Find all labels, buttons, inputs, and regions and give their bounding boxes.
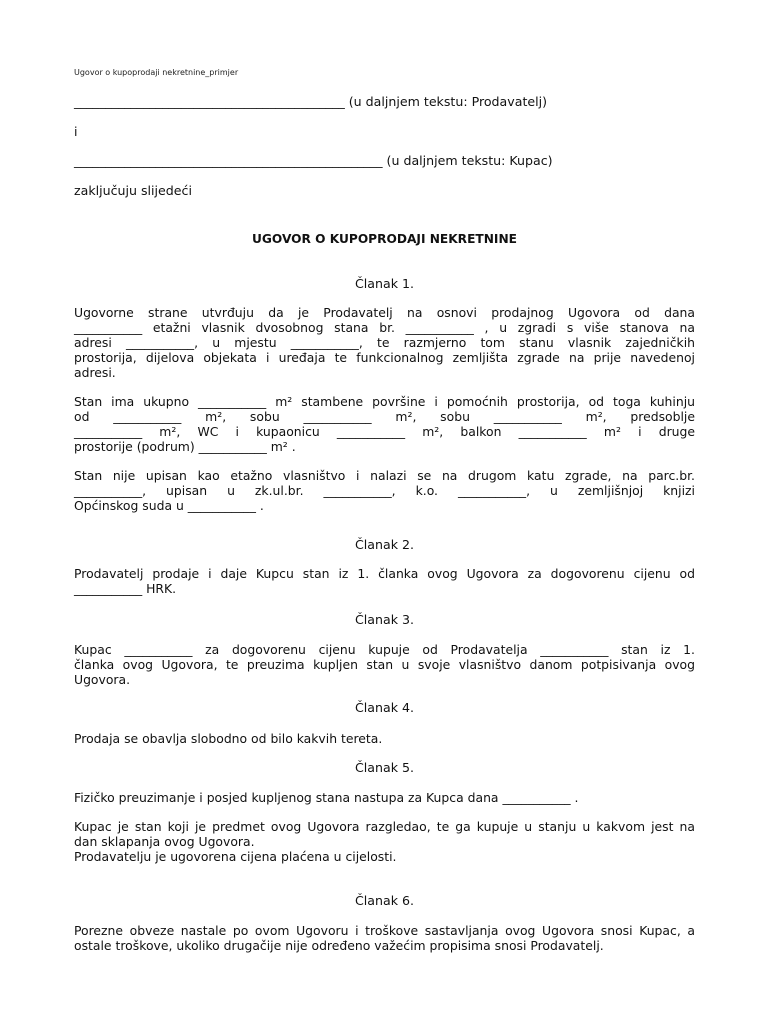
text-line: Prodavatelju je ugovorena cijena plaćena u cijelosti. <box>74 849 397 864</box>
text-line: članka ovog Ugovora, te preuzima kupljen stan u svoje vlasništvo danom potpisivanja ovog <box>74 657 695 672</box>
document-header-label: Ugovor o kupoprodaji nekretnine_primjer <box>74 68 239 77</box>
buyer-line: _________________________________________________ (u daljnjem tekstu: Kupac) <box>74 153 553 168</box>
text-line: ___________ etažni vlasnik dvosobnog stana br. ___________ , u zgradi s više stanova na <box>74 320 695 335</box>
text-line: Kupac ___________ za dogovorenu cijenu kupuje od Prodavatelja ___________ stan iz 1. <box>74 642 695 657</box>
text-line: Prodaja se obavlja slobodno od bilo kakvih tereta. <box>74 731 383 746</box>
text-line: prostorija, dijelova objekata i uređaja te funkcionalnog zemljišta zgrade na prije navedenoj <box>74 350 695 365</box>
text-line: ___________ HRK. <box>74 581 177 596</box>
article-2-heading: Članak 2. <box>354 537 415 552</box>
article-4-paragraph-1 <box>74 731 695 746</box>
text-line: Ugovora. <box>74 672 131 687</box>
text-line: Porezne obveze nastale po ovom Ugovoru i troškove sastavljanja ovog Ugovora snosi Kupac, a <box>74 923 695 938</box>
text-line: adresi ___________, u mjestu ___________, te razmjerno tom stanu vlasnik zajedničkih <box>74 335 695 350</box>
text-line: prostorije (podrum) ___________ m² . <box>74 439 296 454</box>
article-6-heading: Članak 6. <box>354 893 415 908</box>
text-line: ___________, upisan u zk.ul.br. ___________, k.o. ___________, u zemljišnjoj knjizi <box>74 483 695 498</box>
and-line: i <box>74 124 78 139</box>
text-line: Općinskog suda u ___________ . <box>74 498 264 513</box>
article-1-paragraph-2 <box>74 394 695 454</box>
article-1-paragraph-3 <box>74 468 695 513</box>
article-6-paragraph-1 <box>74 923 695 953</box>
text-line: ostale troškove, ukoliko drugačije nije određeno važećim propisima snosi Prodavatelj. <box>74 938 604 953</box>
text-line: Stan nije upisan kao etažno vlasništvo i nalazi se na drugom katu zgrade, na parc.br. <box>74 468 695 483</box>
conclude-line: zaključuju slijedeći <box>74 183 192 198</box>
text-line: Prodavatelj prodaje i daje Kupcu stan iz 1. članka ovog Ugovora za dogovorenu cijenu od <box>74 566 695 581</box>
text-line: Fizičko preuzimanje i posjed kupljenog stana nastupa za Kupca dana ___________ . <box>74 790 579 805</box>
article-1-heading: Članak 1. <box>354 276 415 291</box>
text-line: Ugovorne strane utvrđuju da je Prodavatelj na osnovi prodajnog Ugovora od dana <box>74 305 695 320</box>
article-2-paragraph-1 <box>74 566 695 596</box>
article-5-paragraph-2 <box>74 819 695 864</box>
seller-line: ___________________________________________ (u daljnjem tekstu: Prodavatelj) <box>74 94 548 109</box>
text-line: Kupac je stan koji je predmet ovog Ugovora razgledao, te ga kupuje u stanju u kakvom jest na <box>74 819 695 834</box>
document-title: UGOVOR O KUPOPRODAJI NEKRETNINE <box>252 232 517 246</box>
text-line: Stan ima ukupno ___________ m² stambene površine i pomoćnih prostorija, od toga kuhinju <box>74 394 695 409</box>
article-3-heading: Članak 3. <box>354 612 415 627</box>
text-line: od ___________ m², sobu ___________ m², sobu ___________ m², predsoblje <box>74 409 695 424</box>
article-3-paragraph-1 <box>74 642 695 687</box>
text-line: ___________ m², WC i kupaonicu ___________ m², balkon ___________ m² i druge <box>74 424 695 439</box>
text-line: adresi. <box>74 365 116 380</box>
article-1-paragraph-1 <box>74 305 695 380</box>
text-line: dan sklapanja ovog Ugovora. <box>74 834 255 849</box>
article-5-paragraph-1 <box>74 790 695 805</box>
article-5-heading: Članak 5. <box>354 760 415 775</box>
article-4-heading: Članak 4. <box>354 700 415 715</box>
